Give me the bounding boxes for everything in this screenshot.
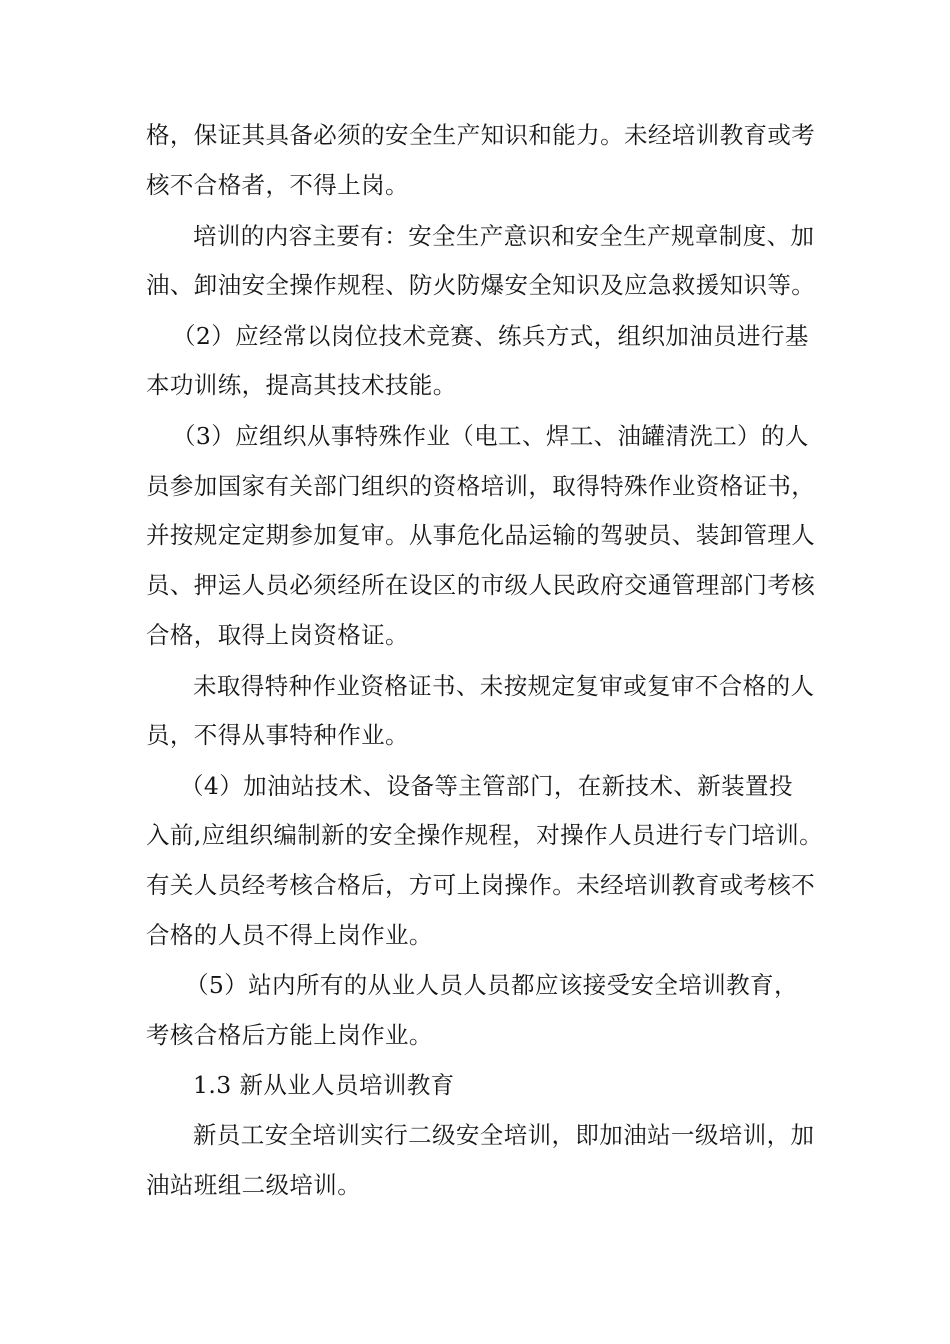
text-line: 入前,应组织编制新的安全操作规程，对操作人员进行专门培训。 (146, 821, 824, 849)
text-line: 培训的内容主要有：安全生产意识和安全生产规章制度、加 (193, 222, 815, 250)
text-line: 有关人员经考核合格后，方可上岗操作。未经培训教育或考核不 (146, 871, 816, 899)
text-line: 新员工安全培训实行二级安全培训，即加油站一级培训，加 (193, 1121, 815, 1149)
text-line: 并按规定定期参加复审。从事危化品运输的驾驶员、装卸管理人 (146, 521, 816, 549)
text-line: 核不合格者，不得上岗。 (146, 171, 409, 199)
text-line: 合格，取得上岗资格证。 (146, 621, 409, 649)
text-line: 考核合格后方能上岗作业。 (146, 1021, 433, 1049)
text-line: （3）应组织从事特殊作业（电工、焊工、油罐清洗工）的人 (172, 422, 809, 450)
text-line: 员、押运人员必须经所在设区的市级人民政府交通管理部门考核 (146, 571, 816, 599)
text-line: （4）加油站技术、设备等主管部门，在新技术、新装置投 (180, 772, 793, 800)
text-line: 未取得特种作业资格证书、未按规定复审或复审不合格的人 (193, 672, 815, 700)
text-line: （5）站内所有的从业人员人员都应该接受安全培训教育， (185, 971, 798, 999)
section-heading: 1.3 新从业人员培训教育 (193, 1071, 455, 1099)
text-line: （2）应经常以岗位技术竞赛、练兵方式，组织加油员进行基 (172, 322, 809, 350)
text-line: 格，保证其具备必须的安全生产知识和能力。未经培训教育或考 (146, 121, 816, 149)
text-line: 油站班组二级培训。 (146, 1171, 362, 1199)
text-line: 合格的人员不得上岗作业。 (146, 921, 433, 949)
text-line: 员参加国家有关部门组织的资格培训，取得特殊作业资格证书， (146, 472, 816, 500)
text-line: 本功训练，提高其技术技能。 (146, 371, 457, 399)
text-line: 员，不得从事特种作业。 (146, 721, 409, 749)
text-line: 油、卸油安全操作规程、防火防爆安全知识及应急救援知识等。 (146, 271, 816, 299)
